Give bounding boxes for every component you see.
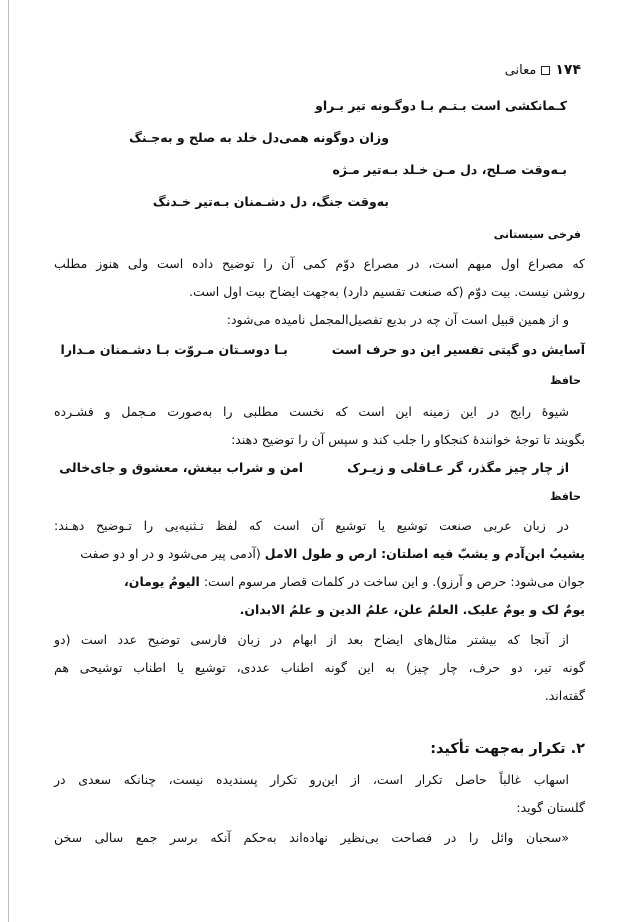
para4-line2: [54, 546, 585, 561]
poem1-line4: به‌وقت جنگ، دل دشـمنان بـه‌تیر خـدنگ: [152, 194, 389, 209]
para1-line2: روشن نیست. بیت دوّم (که صنعت تقسیم دارد) به‌جهت ایضاح بیت اول است.: [189, 284, 585, 299]
verse3-hemistich-a: از چار چیز مگذر، گر عـاقلی و زیـرک: [347, 460, 569, 475]
poet-attribution-1: فرخی سیستانی: [493, 228, 581, 241]
para5-line3: گفته‌اند.: [544, 688, 585, 703]
verse3: [59, 460, 569, 475]
para1-line1: که مصراع اول مبهم است، در مصراع دوّم کمی آن را توضیح داده است ولی هنوز مطلب: [54, 256, 585, 271]
page-edge-rule: [8, 0, 9, 922]
para7-line1: «سحبان وائل را در فصاحت بی‌نظیر نهاده‌اند به‌حکم آنکه برسر جمع سالی سخن: [54, 830, 569, 845]
para4-line1: در زبان عربی صنعت توشیع یا توشیع آن است که لفظ تـثنیه‌یی را تـوضیح دهـند:: [54, 518, 569, 533]
para2-line1: و از همین قبیل است آن چه در بدیع تفصیل‌المجمل نامیده می‌شود:: [226, 312, 569, 327]
para6-line1: اسهاب غالباً حاصل تکرار است، از این‌رو تکرار پسندیده نیست، چنانکه سعدی در: [54, 772, 569, 787]
poet-attribution-2: حافظ: [549, 374, 581, 387]
section-title: معانی: [504, 63, 537, 78]
arabic-quote-1: یشیبُ ابن‌آدم و یشبّ فیه اصلتان: ارص و طول الامل: [264, 546, 585, 561]
para3-line2: بگویند تا توجهٔ خوانندهٔ کنجکاو را جلب کند و سپس آن را توضیح دهند:: [231, 432, 585, 447]
poet-attribution-3: حافظ: [549, 490, 581, 503]
para4-line3-text: جوان می‌شود: حرص و آرزو). و این ساخت در کلمات قصار مرسوم است:: [199, 574, 585, 589]
square-bullet-icon: [541, 66, 550, 75]
verse3-hemistich-b: امن و شراب بیغش، معشوق و جای‌خالی: [59, 460, 304, 475]
para5-line1: از آنجا که بیشتر مثال‌های ایضاح بعد از ابهام در زبان فارسی توضیح عدد است (دو: [54, 632, 569, 647]
poem1-line1: کـمانکشی است بـتـم بـا دوگـونه تیر بـراو: [315, 98, 567, 113]
running-header: [505, 62, 581, 78]
verse2-hemistich-a: آسایش دو گیتی تفسیر این دو حرف است: [331, 342, 585, 357]
section-heading: ۲. تکرار به‌جهت تأکید:: [430, 741, 585, 757]
arabic-quote-2: الیومُ یومان،: [124, 574, 200, 589]
poem1-line2: وزان دوگونه همی‌دل خلد به صلح و به‌جـنگ: [129, 130, 389, 145]
para3-line1: شیوهٔ رایج در این زمینه این است که نخست مطلبی را به‌صورت مـجمل و فشـرده: [54, 404, 569, 419]
verse2-hemistich-b: بـا دوسـتان مـروّت بـا دشـمنان مـدارا: [60, 342, 288, 357]
page-number: ۱۷۴: [555, 62, 581, 78]
para5-line2: گونه تیر، دو حرف، چار چیز) به این گونه اطناب عددی، توشیع یا اطناب توشیحی هم: [54, 660, 585, 675]
para6-line2: گلستان گوید:: [516, 800, 585, 815]
para4-line3: [124, 574, 585, 589]
para4-line2-text: (آدمی پیر می‌شود و در او دو صفت: [80, 546, 265, 561]
verse2: [61, 342, 585, 357]
para4-line4: یومٌ لک و یومٌ علیک. العلمُ علن، علمُ الدین و علمُ الابدان.: [239, 602, 585, 617]
poem1-line3: بـه‌وقت صـلح، دل مـن خـلد بـه‌تیر مـژه: [332, 162, 567, 177]
